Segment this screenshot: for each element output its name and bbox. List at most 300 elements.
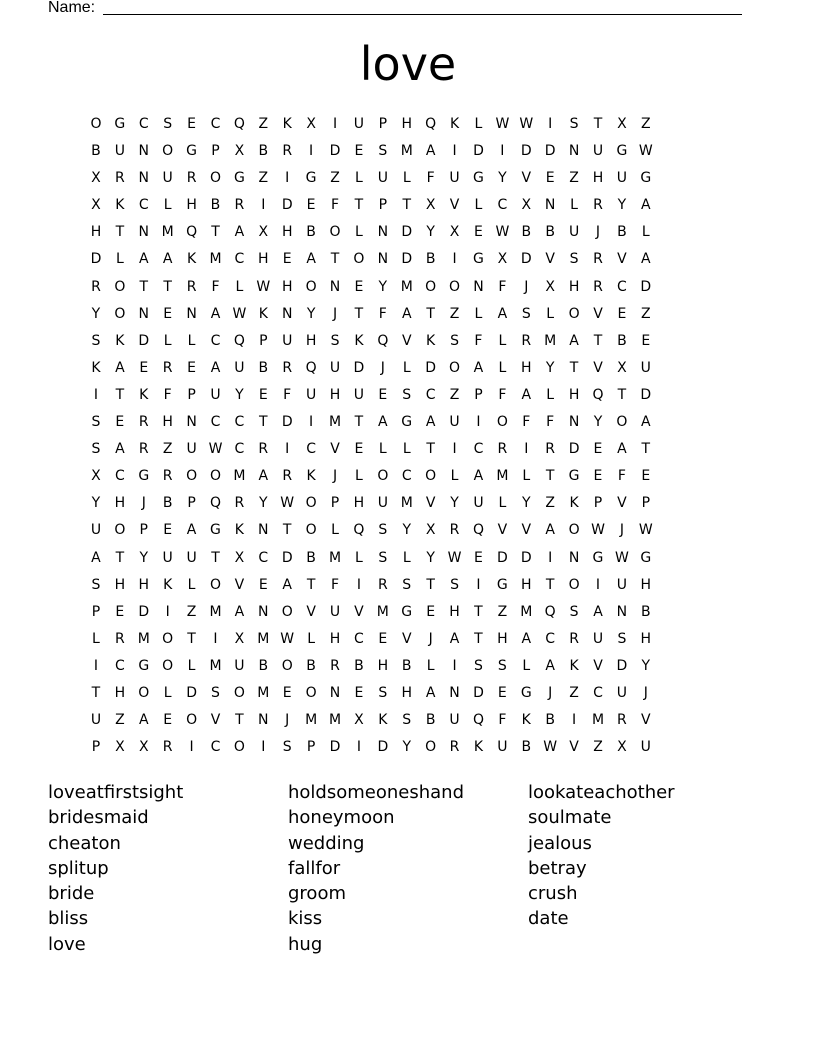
grid-letter: I	[261, 739, 266, 756]
grid-letter: G	[114, 116, 126, 132]
grid-letter: E	[545, 170, 555, 187]
grid-letter: C	[210, 414, 221, 431]
word-list-item: date	[528, 908, 569, 930]
grid-letter: R	[162, 739, 173, 756]
grid-letter: L	[546, 305, 555, 322]
grid-letter: Q	[353, 522, 365, 539]
grid-letter: L	[378, 441, 387, 458]
grid-letter: H	[640, 576, 652, 593]
grid-letter: G	[401, 414, 413, 431]
grid-letter: C	[258, 549, 269, 566]
grid-letter: U	[305, 386, 317, 403]
grid-letter: Z	[330, 170, 340, 187]
grid-letter: K	[426, 332, 436, 349]
grid-letter: L	[331, 522, 339, 539]
word-list-item: kiss	[288, 908, 323, 930]
grid-letter: U	[353, 386, 365, 403]
grid-letter: L	[498, 332, 507, 349]
grid-letter: G	[210, 522, 221, 539]
grid-letter: L	[570, 197, 578, 214]
grid-letter: P	[187, 386, 196, 403]
grid-row	[84, 193, 734, 220]
grid-letter: W	[591, 522, 605, 539]
grid-letter: X	[425, 197, 436, 214]
grid-letter: I	[189, 739, 194, 756]
grid-letter: T	[187, 630, 196, 647]
grid-letter: G	[640, 170, 652, 187]
grid-letter: W	[280, 495, 295, 512]
grid-letter: N	[568, 143, 580, 160]
grid-letter: W	[638, 522, 653, 539]
grid-letter: U	[640, 359, 651, 376]
grid-letter: W	[519, 116, 534, 132]
grid-letter: V	[306, 603, 316, 620]
grid-letter: D	[425, 359, 437, 376]
grid-letter: M	[161, 224, 174, 241]
grid-letter: E	[641, 332, 651, 349]
grid-letter: M	[376, 603, 389, 620]
grid-letter: Y	[426, 549, 435, 566]
grid-letter: H	[186, 197, 197, 214]
grid-letter: X	[354, 712, 364, 729]
grid-letter: L	[522, 657, 531, 674]
grid-letter: O	[305, 278, 317, 295]
grid-letter: T	[354, 414, 364, 431]
grid-letter: H	[281, 278, 293, 295]
grid-letter: O	[114, 278, 126, 295]
grid-letter: I	[213, 630, 218, 647]
grid-letter: Y	[91, 305, 101, 322]
grid-letter: O	[449, 359, 461, 376]
grid-letter: L	[355, 468, 363, 485]
grid-letter: C	[425, 386, 436, 403]
grid-letter: L	[402, 359, 411, 376]
grid-letter: Z	[449, 305, 460, 322]
grid-letter: R	[138, 441, 149, 458]
grid-letter: Q	[186, 224, 198, 241]
grid-letter: B	[258, 359, 269, 376]
grid-letter: P	[91, 739, 101, 756]
grid-letter: A	[210, 305, 221, 322]
grid-letter: B	[306, 549, 316, 566]
grid-letter: B	[91, 143, 101, 160]
grid-letter: O	[305, 684, 317, 701]
grid-letter: V	[593, 359, 603, 376]
grid-letter: S	[282, 739, 292, 756]
grid-letter: N	[138, 143, 149, 160]
grid-letter: M	[400, 143, 413, 160]
grid-letter: U	[114, 143, 125, 160]
grid-letter: E	[593, 441, 603, 458]
grid-letter: E	[258, 386, 268, 403]
grid-letter: N	[138, 305, 149, 322]
grid-letter: J	[524, 278, 529, 295]
grid-letter: Z	[641, 116, 651, 132]
grid-letter: E	[163, 305, 173, 322]
grid-letter: T	[569, 359, 579, 376]
grid-letter: K	[91, 359, 101, 376]
grid-letter: Q	[472, 712, 484, 729]
grid-letter: X	[138, 739, 149, 756]
grid-letter: G	[138, 468, 150, 485]
grid-letter: U	[616, 170, 628, 187]
grid-letter: H	[90, 224, 102, 241]
grid-letter: U	[592, 630, 604, 647]
grid-letter: F	[498, 712, 507, 729]
grid-letter: D	[520, 143, 532, 160]
grid-letter: R	[282, 468, 293, 485]
grid-letter: P	[306, 739, 316, 756]
grid-letter: E	[354, 441, 364, 458]
grid-letter: E	[282, 251, 292, 268]
grid-letter: N	[258, 603, 269, 620]
grid-letter: I	[452, 441, 457, 458]
grid-letter: T	[545, 468, 555, 485]
grid-letter: R	[282, 143, 293, 160]
grid-letter: N	[568, 414, 580, 431]
grid-letter: O	[138, 684, 150, 701]
grid-letter: J	[332, 305, 338, 322]
grid-letter: S	[378, 522, 388, 539]
grid-letter: E	[474, 549, 483, 566]
grid-letter: Z	[569, 170, 579, 187]
grid-letter: Q	[233, 332, 245, 349]
grid-letter: M	[544, 332, 557, 349]
grid-letter: J	[141, 495, 146, 512]
grid-letter: C	[234, 441, 245, 458]
grid-letter: I	[476, 414, 481, 431]
grid-letter: T	[474, 630, 483, 647]
grid-letter: E	[497, 684, 507, 701]
grid-letter: J	[332, 468, 338, 485]
grid-row	[84, 356, 734, 383]
grid-letter: F	[211, 278, 220, 295]
grid-letter: K	[354, 332, 364, 349]
grid-letter: O	[162, 143, 174, 160]
grid-letter: H	[353, 495, 365, 512]
grid-letter: L	[546, 386, 555, 403]
grid-letter: R	[617, 712, 627, 729]
grid-letter: I	[548, 116, 553, 132]
grid-letter: S	[91, 576, 101, 593]
grid-letter: E	[354, 143, 364, 160]
grid-letter: E	[163, 522, 173, 539]
grid-letter: L	[355, 549, 363, 566]
grid-letter: P	[641, 495, 651, 512]
grid-letter: L	[163, 332, 172, 349]
grid-letter: O	[377, 468, 389, 485]
grid-letter: X	[234, 630, 245, 647]
grid-letter: T	[545, 576, 555, 593]
grid-letter: J	[428, 630, 433, 647]
grid-letter: E	[354, 278, 364, 295]
grid-letter: I	[452, 251, 457, 268]
grid-letter: S	[91, 332, 101, 349]
grid-letter: C	[354, 630, 364, 647]
grid-letter: A	[497, 305, 508, 322]
grid-letter: F	[522, 414, 531, 431]
grid-letter: L	[355, 170, 363, 187]
grid-letter: U	[616, 684, 628, 701]
grid-letter: Z	[449, 386, 460, 403]
grid-letter: C	[138, 116, 149, 132]
grid-letter: S	[497, 657, 507, 674]
grid-letter: O	[568, 522, 580, 539]
grid-letter: J	[619, 522, 624, 539]
grid-letter: S	[474, 657, 483, 674]
grid-letter: X	[521, 197, 532, 214]
grid-letter: L	[163, 197, 172, 214]
word-list-column-2	[288, 780, 518, 957]
grid-letter: A	[138, 251, 149, 268]
grid-letter: Y	[426, 224, 435, 241]
grid-letter: N	[377, 251, 389, 268]
word-list-item: fallfor	[288, 857, 341, 879]
grid-letter: I	[285, 441, 290, 458]
grid-letter: Z	[162, 441, 173, 458]
grid-letter: W	[256, 278, 271, 295]
word-list-item: loveatfirstsight	[48, 782, 184, 803]
grid-letter: W	[232, 305, 247, 322]
grid-letter: E	[258, 576, 268, 593]
grid-letter: X	[234, 549, 245, 566]
grid-letter: L	[355, 224, 363, 241]
grid-letter: U	[497, 739, 508, 756]
grid-letter: T	[282, 522, 292, 539]
grid-letter: Z	[258, 116, 269, 132]
grid-letter: S	[450, 332, 459, 349]
grid-letter: E	[426, 603, 436, 620]
grid-letter: Y	[235, 386, 244, 403]
grid-letter: E	[282, 684, 292, 701]
grid-letter: S	[569, 603, 579, 620]
grid-letter: S	[378, 684, 388, 701]
word-list-item: bliss	[48, 908, 89, 930]
grid-letter: I	[356, 739, 361, 756]
grid-letter: V	[641, 712, 651, 729]
grid-letter: S	[91, 441, 101, 458]
grid-letter: R	[330, 657, 340, 674]
grid-letter: P	[211, 143, 220, 160]
grid-row	[84, 437, 734, 464]
grid-letter: R	[282, 359, 293, 376]
word-list-item: love	[48, 933, 86, 955]
grid-letter: F	[617, 468, 626, 485]
grid-letter: G	[138, 657, 150, 674]
grid-letter: U	[377, 170, 388, 187]
grid-letter: R	[497, 441, 508, 458]
grid-letter: F	[474, 332, 483, 349]
grid-letter: P	[593, 495, 603, 512]
grid-letter: B	[306, 224, 316, 241]
grid-letter: X	[306, 116, 316, 132]
grid-letter: O	[281, 657, 293, 674]
grid-letter: S	[91, 414, 101, 431]
grid-letter: E	[115, 603, 125, 620]
grid-letter: Y	[545, 359, 555, 376]
grid-letter: P	[187, 495, 196, 512]
grid-letter: I	[524, 441, 529, 458]
grid-row	[84, 681, 734, 708]
grid-letter: J	[595, 224, 601, 241]
grid-letter: C	[473, 441, 484, 458]
grid-letter: G	[473, 170, 484, 187]
grid-letter: A	[234, 603, 245, 620]
grid-letter: H	[401, 116, 412, 132]
grid-letter: C	[114, 468, 125, 485]
grid-letter: K	[258, 305, 268, 322]
grid-letter: Y	[593, 414, 603, 431]
grid-letter: E	[474, 224, 483, 241]
grid-letter: I	[93, 657, 99, 674]
word-list-item: splitup	[48, 857, 109, 879]
grid-letter: N	[473, 278, 484, 295]
grid-row	[84, 735, 734, 762]
grid-letter: X	[91, 170, 101, 187]
grid-letter: T	[91, 684, 101, 701]
grid-letter: K	[521, 712, 531, 729]
grid-letter: C	[234, 251, 245, 268]
grid-row	[84, 464, 734, 491]
grid-letter: E	[617, 305, 627, 322]
grid-letter: A	[545, 522, 555, 539]
grid-letter: I	[332, 116, 338, 132]
grid-letter: O	[209, 576, 221, 593]
grid-letter: S	[402, 712, 412, 729]
word-list-item: lookateachother	[528, 782, 675, 803]
grid-letter: O	[425, 468, 437, 485]
grid-letter: K	[234, 522, 244, 539]
grid-letter: W	[638, 143, 653, 160]
grid-letter: T	[641, 441, 651, 458]
grid-letter: E	[187, 116, 196, 132]
grid-letter: B	[354, 657, 364, 674]
grid-letter: V	[521, 170, 532, 187]
grid-letter: A	[473, 468, 484, 485]
grid-letter: V	[234, 576, 245, 593]
grid-letter: D	[568, 441, 580, 458]
grid-letter: T	[306, 576, 316, 593]
grid-letter: W	[280, 630, 295, 647]
grid-letter: A	[306, 251, 316, 268]
grid-letter: M	[400, 278, 413, 295]
grid-letter: O	[186, 712, 198, 729]
word-list-item: hug	[288, 933, 323, 955]
grid-letter: A	[521, 386, 532, 403]
grid-letter: L	[498, 359, 507, 376]
grid-letter: M	[209, 251, 222, 268]
grid-letter: R	[593, 197, 603, 214]
grid-letter: A	[545, 657, 555, 674]
grid-letter: H	[281, 224, 293, 241]
grid-letter: H	[640, 630, 652, 647]
grid-letter: W	[495, 116, 510, 132]
grid-letter: B	[306, 657, 316, 674]
grid-letter: U	[353, 116, 365, 132]
grid-letter: T	[402, 197, 412, 214]
grid-letter: O	[425, 278, 437, 295]
grid-letter: P	[378, 197, 388, 214]
grid-letter: V	[425, 495, 436, 512]
grid-letter: T	[354, 197, 364, 214]
grid-letter: M	[328, 414, 342, 431]
grid-letter: Z	[569, 684, 579, 701]
grid-letter: H	[521, 359, 532, 376]
grid-letter: F	[498, 386, 507, 403]
grid-letter: B	[425, 712, 436, 729]
grid-letter: R	[186, 170, 197, 187]
grid-letter: J	[548, 684, 553, 701]
grid-letter: D	[186, 684, 197, 701]
grid-letter: D	[473, 143, 484, 160]
grid-letter: M	[520, 603, 533, 620]
grid-letter: U	[329, 359, 341, 376]
grid-letter: L	[187, 332, 196, 349]
grid-letter: K	[569, 657, 579, 674]
grid-letter: H	[258, 251, 269, 268]
grid-letter: I	[476, 576, 481, 593]
grid-letter: Y	[402, 522, 412, 539]
grid-letter: C	[114, 657, 125, 674]
grid-letter: O	[305, 495, 317, 512]
grid-letter: B	[545, 712, 555, 729]
grid-letter: M	[328, 712, 342, 729]
grid-letter: S	[163, 116, 173, 132]
grid-letter: J	[643, 684, 648, 701]
grid-letter: F	[330, 576, 340, 593]
grid-letter: D	[473, 684, 484, 701]
grid-letter: I	[595, 576, 601, 593]
grid-letter: Z	[545, 495, 555, 512]
grid-letter: Z	[641, 305, 651, 322]
grid-letter: C	[210, 332, 221, 349]
grid-letter: V	[521, 522, 532, 539]
grid-letter: V	[354, 603, 364, 620]
grid-letter: D	[138, 332, 150, 349]
grid-letter: D	[90, 251, 102, 268]
word-list-column-1	[48, 780, 278, 957]
grid-letter: L	[187, 657, 196, 674]
grid-letter: V	[497, 522, 508, 539]
grid-letter: H	[305, 332, 317, 349]
grid-letter: Z	[186, 603, 197, 620]
grid-letter: D	[616, 657, 628, 674]
grid-letter: N	[138, 224, 149, 241]
grid-letter: C	[210, 739, 221, 756]
grid-letter: K	[282, 116, 292, 132]
grid-letter: O	[305, 522, 317, 539]
grid-letter: L	[474, 305, 483, 322]
grid-row	[84, 275, 734, 302]
grid-letter: A	[641, 197, 651, 214]
grid-letter: N	[186, 305, 197, 322]
grid-row	[84, 220, 734, 247]
grid-letter: A	[210, 359, 221, 376]
grid-letter: D	[281, 197, 293, 214]
grid-letter: O	[329, 224, 341, 241]
grid-letter: A	[425, 684, 436, 701]
grid-letter: A	[425, 414, 436, 431]
grid-letter: V	[593, 305, 603, 322]
grid-letter: A	[521, 630, 532, 647]
grid-letter: K	[306, 468, 316, 485]
grid-letter: L	[426, 657, 435, 674]
grid-letter: C	[210, 116, 221, 132]
grid-letter: S	[569, 251, 579, 268]
grid-row	[84, 546, 734, 573]
grid-letter: G	[520, 684, 532, 701]
grid-letter: O	[353, 251, 365, 268]
